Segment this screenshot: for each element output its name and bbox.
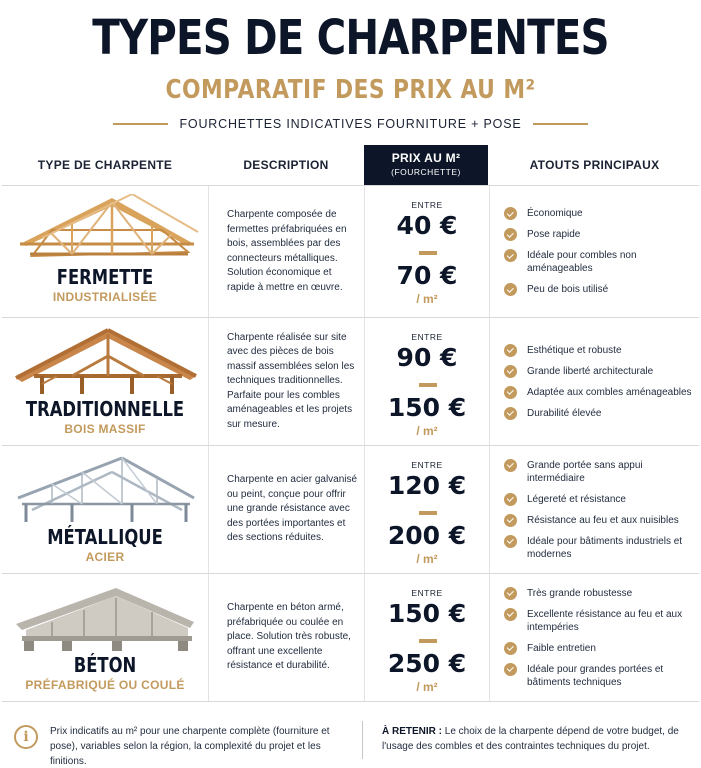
info-icon: i [14, 725, 38, 749]
divider-right [533, 123, 588, 125]
steel-frame-icon [12, 454, 200, 524]
atout-label: Économique [527, 208, 583, 219]
atout-item [504, 207, 699, 220]
price-entre: ENTRE [411, 332, 443, 342]
atout-label: Légereté et résistance [527, 493, 626, 505]
price-min: 90 € [396, 343, 458, 372]
page-title: TYPES DE CHARPENTES [92, 10, 609, 66]
type-subname: PRÉFABRIQUÉ OU COULÉ [25, 678, 185, 692]
price-max: 200 € [387, 521, 467, 550]
atout-label: Grande portée sans appui intermédiaire [527, 459, 643, 484]
atout-label: Résistance au feu et aux nuisibles [527, 514, 679, 526]
type-cell [2, 446, 208, 573]
retenir-text: Le choix de la charpente dépend de votre budget, de l'usage des combles et des contraintes techniques du projet. [382, 726, 679, 752]
price-min: 120 € [387, 471, 467, 500]
page-subtitle: COMPARATIF DES PRIX AU M² [165, 75, 536, 105]
header-description: DESCRIPTION [243, 158, 329, 172]
check-icon [504, 493, 517, 506]
wood-truss-icon [12, 194, 200, 264]
type-cell [2, 186, 208, 317]
check-icon [504, 386, 517, 399]
price-max: 70 € [396, 261, 458, 290]
header-price-label: PRIX AU M² [391, 151, 461, 165]
atout-item [504, 344, 699, 357]
check-icon [504, 249, 517, 262]
description-text: Charpente composée de fermettes préfabriquées en bois, assemblées par des connecteurs métalliques. Solution économique et rapide à mettre en œuvre. [227, 209, 347, 293]
atout-item [504, 608, 699, 634]
atout-item [504, 283, 699, 296]
check-icon [504, 407, 517, 420]
check-icon [504, 587, 517, 600]
price-cell [364, 186, 490, 317]
footer-info-text: Prix indicatifs au m² pour une charpente complète (fourniture et pose), variables selon la région, la complexité du projet et les finitions. [50, 726, 330, 767]
type-name: BÉTON [73, 653, 137, 677]
type-name: FERMETTE [56, 265, 154, 289]
footer-divider [362, 721, 363, 759]
price-min: 40 € [396, 211, 458, 240]
type-name: MÉTALLIQUE [47, 525, 163, 549]
atout-label: Pose rapide [527, 229, 581, 240]
type-subname: ACIER [85, 550, 125, 564]
price-unit: / m² [416, 424, 438, 438]
price-separator [419, 251, 437, 255]
retenir-label: À RETENIR : [382, 726, 442, 737]
check-icon [504, 514, 517, 527]
atout-label: Idéale pour bâtiments industriels et modernes [527, 535, 683, 560]
header-price-sub: (FOURCHETTE) [391, 167, 461, 177]
atout-item [504, 587, 699, 600]
atout-item [504, 535, 699, 561]
price-unit: / m² [416, 292, 438, 306]
price-separator [419, 383, 437, 387]
table-row [2, 318, 699, 446]
check-icon [504, 365, 517, 378]
description-text: Charpente en béton armé, préfabriquée ou coulée en place. Solution très robuste, offrant une excellente résistance et durabilité. [227, 602, 351, 672]
price-entre: ENTRE [411, 200, 443, 210]
check-icon [504, 642, 517, 655]
check-icon [504, 608, 517, 621]
price-cell [364, 318, 490, 445]
price-unit: / m² [416, 552, 438, 566]
atout-label: Peu de bois utilisé [527, 284, 609, 295]
description-text: Charpente en acier galvanisé ou peint, conçue pour offrir une grande résistance avec des portées importantes et des sections réduites. [227, 474, 358, 544]
atout-item [504, 459, 699, 485]
price-entre: ENTRE [411, 460, 443, 470]
footer-retenir [382, 724, 697, 754]
atout-item [504, 407, 699, 420]
check-icon [504, 228, 517, 241]
atout-item [504, 663, 699, 689]
atouts-cell [490, 574, 699, 701]
type-subname: BOIS MASSIF [64, 422, 146, 436]
footer [0, 715, 701, 765]
tagline-block [0, 115, 701, 133]
price-cell [364, 574, 490, 701]
table-row [2, 574, 699, 702]
description-cell [208, 318, 364, 445]
atout-item [504, 228, 699, 241]
check-icon [504, 459, 517, 472]
price-separator [419, 511, 437, 515]
description-cell [208, 574, 364, 701]
description-cell [208, 446, 364, 573]
table-row [2, 446, 699, 574]
atout-label: Très grande robustesse [527, 587, 633, 599]
tagline: FOURCHETTES INDICATIVES FOURNITURE + POSE [179, 117, 522, 131]
check-icon [504, 344, 517, 357]
price-separator [419, 639, 437, 643]
check-icon [504, 207, 517, 220]
header-atouts: ATOUTS PRINCIPAUX [529, 158, 660, 172]
table-row [2, 186, 699, 318]
concrete-frame-icon [12, 582, 200, 652]
type-cell [2, 574, 208, 701]
timber-frame-icon [12, 326, 200, 396]
price-min: 150 € [387, 599, 467, 628]
header-type: TYPE DE CHARPENTE [37, 158, 173, 172]
price-cell [364, 446, 490, 573]
atouts-cell [490, 318, 699, 445]
price-unit: / m² [416, 680, 438, 694]
atout-item [504, 386, 699, 399]
atout-item [504, 493, 699, 506]
atout-label: Idéale pour grandes portées et bâtiments techniques [527, 663, 664, 688]
atout-label: Grande liberté architecturale [527, 365, 654, 377]
atout-item [504, 249, 699, 275]
comparison-table [2, 185, 699, 702]
divider-left [113, 123, 168, 125]
atout-item [504, 365, 699, 378]
atout-label: Faible entretien [527, 642, 596, 654]
atout-item [504, 642, 699, 655]
price-max: 250 € [387, 649, 467, 678]
check-icon [504, 663, 517, 676]
atout-item [504, 514, 699, 527]
type-subname: INDUSTRIALISÉE [52, 290, 158, 304]
table-header [0, 145, 701, 185]
description-text: Charpente réalisée sur site avec des pièces de bois massif assemblées selon les techniques traditionnelles. Parfaite pour les combles aménageables et les projets sur mesure. [227, 331, 355, 430]
atouts-cell [490, 446, 699, 573]
check-icon [504, 535, 517, 548]
price-entre: ENTRE [411, 588, 443, 598]
atout-label: Durabilité élevée [527, 407, 602, 419]
check-icon [504, 283, 517, 296]
atout-label: Adaptée aux combles aménageables [527, 386, 692, 398]
atout-label: Idéale pour combles non aménageables [527, 250, 637, 274]
type-cell [2, 318, 208, 445]
price-max: 150 € [387, 393, 467, 422]
header-price [364, 145, 488, 185]
type-name: TRADITIONNELLE [25, 397, 185, 421]
atout-label: Excellente résistance au feu et aux intempéries [527, 608, 683, 633]
description-cell [208, 186, 364, 317]
atouts-cell [490, 186, 699, 317]
atout-label: Esthétique et robuste [527, 344, 622, 356]
